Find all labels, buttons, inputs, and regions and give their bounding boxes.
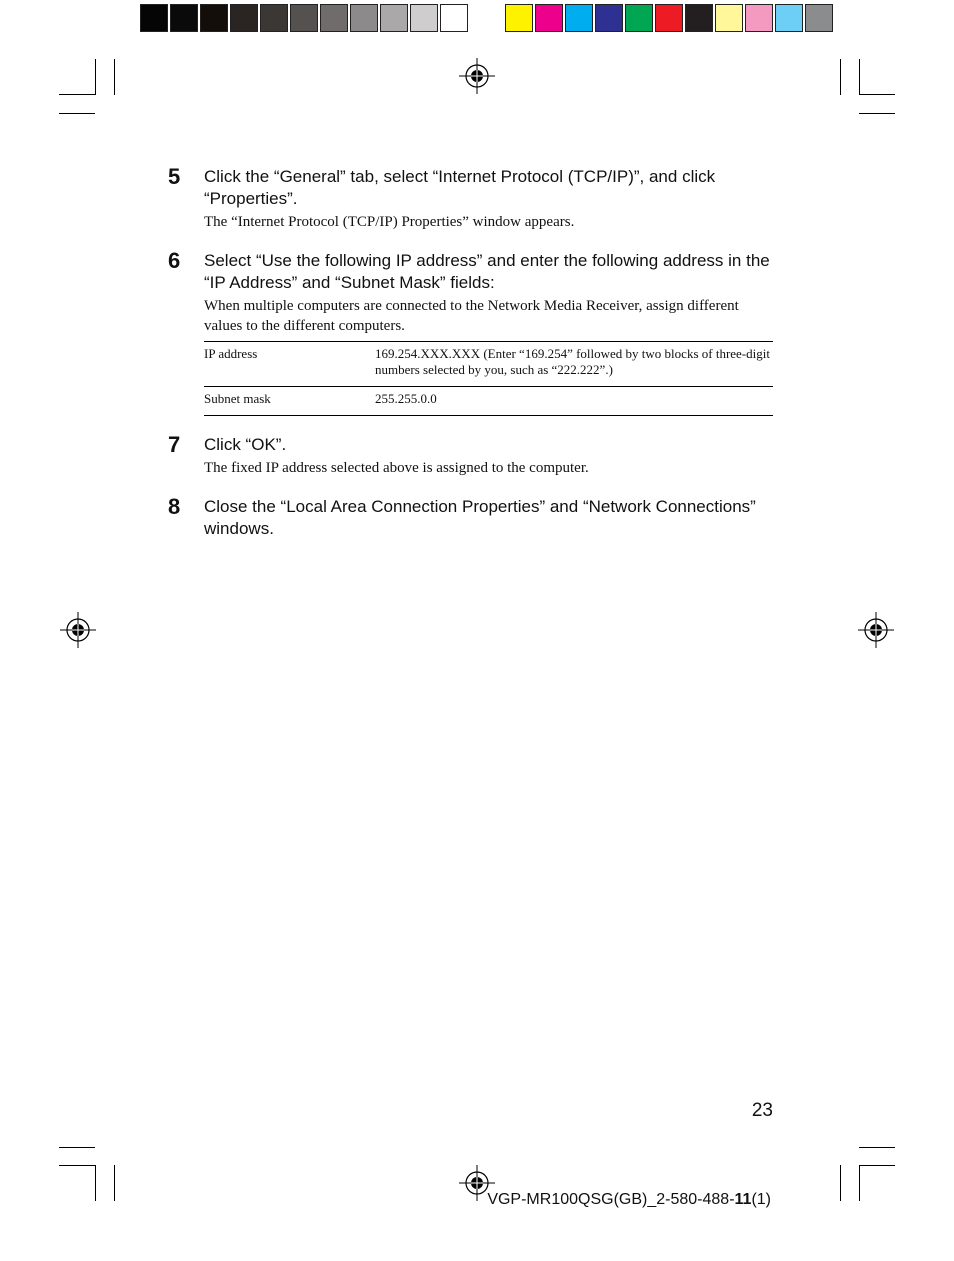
step-8 [168, 496, 778, 540]
step-title: Select “Use the following IP address” and enter the following address in the “IP Address” and “Subnet Mask” fields: [204, 251, 770, 292]
gray-swatch [410, 4, 438, 32]
step-note: The “Internet Protocol (TCP/IP) Properties” window appears. [204, 214, 575, 230]
step-5 [168, 166, 778, 232]
crop-mark [59, 94, 95, 95]
step-6 [168, 250, 778, 336]
color-bar [505, 4, 835, 32]
document-code-prefix: VGP-MR100QSG(GB)_2-580-488- [487, 1191, 735, 1208]
table-cell-label: IP address [204, 342, 375, 387]
gray-swatch [260, 4, 288, 32]
crop-mark [859, 59, 860, 95]
color-swatch [625, 4, 653, 32]
crop-mark [859, 1165, 860, 1201]
document-code [487, 1191, 771, 1209]
crop-mark [114, 1165, 115, 1201]
table-cell-label: Subnet mask [204, 387, 375, 416]
step-title: Click “OK”. [204, 435, 287, 454]
crop-mark [95, 59, 96, 95]
color-swatch [595, 4, 623, 32]
registration-target-icon [856, 610, 896, 650]
color-swatch [775, 4, 803, 32]
step-number: 5 [168, 164, 181, 189]
color-swatch [505, 4, 533, 32]
crop-mark [840, 59, 841, 95]
gray-swatch [200, 4, 228, 32]
crop-mark [859, 1147, 895, 1148]
gray-swatch [380, 4, 408, 32]
gray-swatch [140, 4, 168, 32]
ip-settings-table [204, 341, 773, 416]
step-number: 8 [168, 494, 181, 519]
gray-swatch [290, 4, 318, 32]
color-swatch [715, 4, 743, 32]
crop-mark [859, 1165, 895, 1166]
crop-mark [59, 113, 95, 114]
step-note: The fixed IP address selected above is assigned to the computer. [204, 460, 589, 476]
gray-swatch [230, 4, 258, 32]
table-cell-value: 255.255.0.0 [375, 387, 773, 416]
table-cell-value: 169.254.XXX.XXX (Enter “169.254” followed by two blocks of three-digit numbers selected by you, such as “222.222”.) [375, 342, 773, 387]
gray-swatch [170, 4, 198, 32]
step-number: 6 [168, 248, 181, 273]
registration-target-icon [457, 56, 497, 96]
table-row [204, 387, 773, 416]
step-7 [168, 434, 778, 478]
crop-mark [859, 113, 895, 114]
color-swatch [535, 4, 563, 32]
document-code-bold: 11 [734, 1191, 752, 1208]
gray-swatch [350, 4, 378, 32]
gray-swatch [440, 4, 468, 32]
color-swatch [685, 4, 713, 32]
crop-mark [59, 1165, 95, 1166]
step-title: Close the “Local Area Connection Properties” and “Network Connections” windows. [204, 497, 756, 538]
grayscale-bar [140, 4, 470, 32]
crop-mark [840, 1165, 841, 1201]
crop-mark [114, 59, 115, 95]
color-swatch [745, 4, 773, 32]
gray-swatch [320, 4, 348, 32]
crop-mark [59, 1147, 95, 1148]
crop-mark [859, 94, 895, 95]
registration-target-icon [58, 610, 98, 650]
color-swatch [805, 4, 833, 32]
step-note: When multiple computers are connected to the Network Media Receiver, assign different values to the different computers. [204, 298, 739, 334]
document-code-suffix: (1) [751, 1191, 771, 1208]
color-swatch [565, 4, 593, 32]
page-number: 23 [751, 1100, 773, 1121]
step-title: Click the “General” tab, select “Internet Protocol (TCP/IP)”, and click “Properties”. [204, 167, 716, 208]
table-row [204, 342, 773, 387]
step-number: 7 [168, 432, 181, 457]
crop-mark [95, 1165, 96, 1201]
color-swatch [655, 4, 683, 32]
